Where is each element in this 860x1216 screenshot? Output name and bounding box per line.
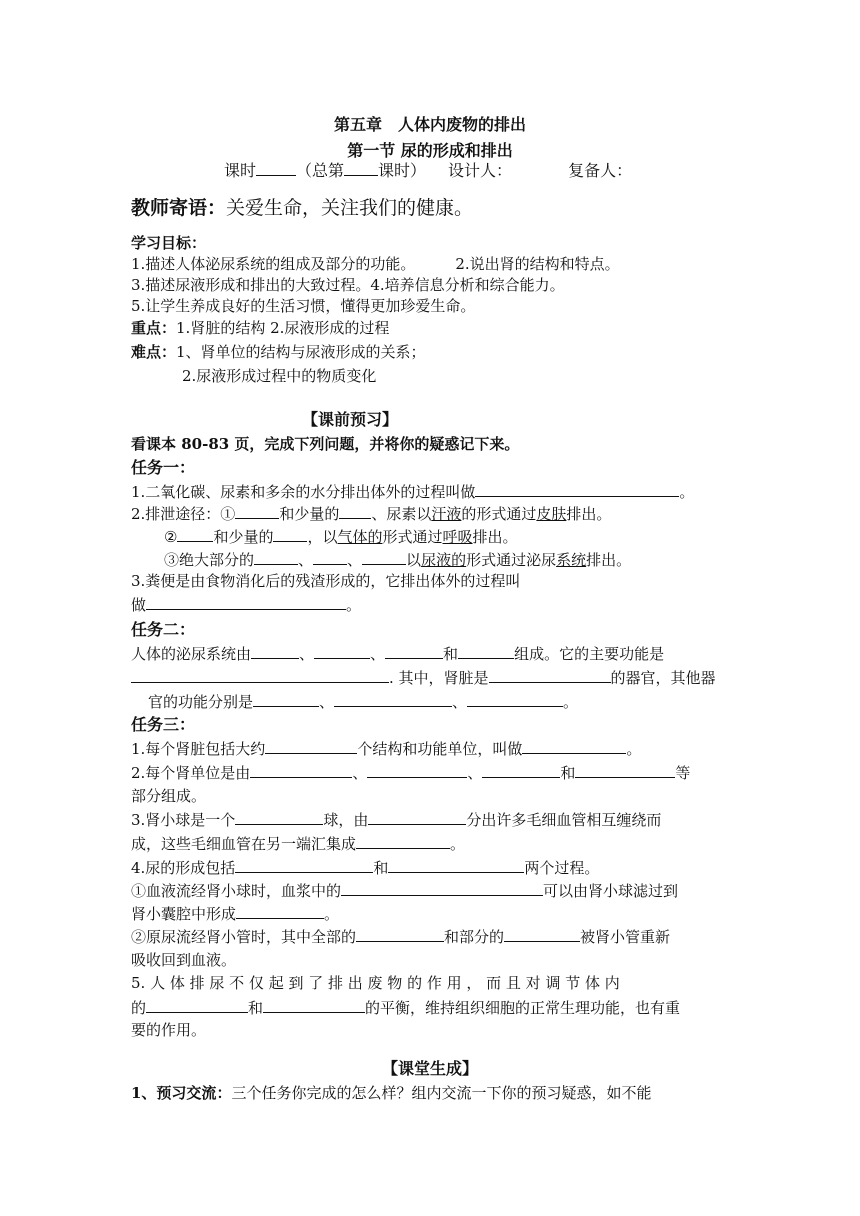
preview-instruction: 看课本 80-83 页，完成下列问题，并将你的疑惑记下来。 <box>131 435 520 453</box>
q-text: 成，这些毛细血管在另一端汇集成 <box>131 835 357 853</box>
q-text: 和 <box>248 999 264 1017</box>
blank[interactable] <box>146 997 248 1013</box>
task3-q5-end: 要的作用。 <box>131 1021 207 1039</box>
q-underlined: 气体的 <box>337 528 383 546</box>
task3-q5-cont <box>131 997 680 1018</box>
q-underlined: 尿液的 <box>421 551 467 569</box>
key-label: 重点： <box>131 319 177 337</box>
teacher-motto <box>131 195 473 221</box>
blank[interactable] <box>253 691 319 707</box>
blank[interactable] <box>263 997 365 1013</box>
q-text: ③绝大部分的 <box>164 551 255 569</box>
task1-q1 <box>131 481 694 502</box>
q-text: 可以由肾小球滤过到 <box>543 882 679 900</box>
blank[interactable] <box>482 762 560 778</box>
motto-label: 教师寄语： <box>131 197 227 219</box>
blank[interactable] <box>362 549 406 565</box>
q-text: 、 <box>467 764 483 782</box>
blank[interactable] <box>385 643 443 659</box>
goal-2: 2.说出肾的结构和特点。 <box>455 255 620 273</box>
q-text: ②原尿流经肾小管时，其中全部的 <box>131 928 357 946</box>
blank[interactable] <box>236 903 324 919</box>
blank[interactable] <box>131 667 389 683</box>
blank[interactable] <box>314 643 370 659</box>
blank[interactable] <box>146 594 346 610</box>
q-text: 的 <box>131 999 147 1017</box>
blank[interactable] <box>458 643 514 659</box>
diff-1: 1、肾单位的结构与尿液形成的关系； <box>176 343 426 361</box>
goal-1: 1.描述人体泌尿系统的组成及部分的功能。 <box>131 255 416 273</box>
blank[interactable] <box>177 526 213 542</box>
blank[interactable] <box>356 833 450 849</box>
key-text: 1.肾脏的结构 2.尿液形成的过程 <box>176 319 390 337</box>
blank[interactable] <box>467 691 563 707</box>
blank[interactable] <box>313 549 347 565</box>
blank[interactable] <box>251 643 299 659</box>
task1-q3: 3.粪便是由食物消化后的残渣形成的，它排出体外的过程叫 <box>131 572 521 590</box>
blank[interactable] <box>265 738 357 754</box>
q-text: 4.尿的形成包括 <box>131 859 236 877</box>
q-text: 1.二氧化碳、尿素和多余的水分排出体外的过程叫做 <box>131 483 476 501</box>
task3-title: 任务三： <box>131 715 196 734</box>
blank[interactable] <box>489 667 611 683</box>
blank[interactable] <box>575 762 675 778</box>
task3-q4-1-cont <box>131 903 339 924</box>
blank[interactable] <box>388 857 524 873</box>
q-text: 2.排泄途径：① <box>131 505 236 523</box>
task3-q4-1 <box>131 880 678 901</box>
q-text: 的平衡，维持组织细胞的正常生理功能，也有重 <box>365 999 681 1017</box>
blank[interactable] <box>334 691 452 707</box>
meta-keshi: 课时 <box>224 161 257 180</box>
item1-label: 1、预习交流： <box>131 1084 232 1102</box>
task2-title: 任务二： <box>131 620 196 639</box>
q-text: 。 <box>450 835 466 853</box>
q-text: 等 <box>675 764 691 782</box>
q-text: 、 <box>370 645 386 663</box>
q-text: 。 <box>563 693 579 711</box>
q-text: 球，由 <box>323 811 369 829</box>
q-text: 、 <box>452 693 468 711</box>
classroom-heading: 【课堂生成】 <box>382 1059 479 1078</box>
goals-heading: 学习目标： <box>131 234 207 252</box>
q-text: 形式通过 <box>382 528 443 546</box>
q-text: 的器官，其他器 <box>610 669 716 687</box>
task1-q2-2 <box>164 526 518 547</box>
blank[interactable] <box>235 857 373 873</box>
goal-row-3: 3.描述尿液形成和排出的大致过程。4.培养信息分析和综合能力。 <box>131 276 565 294</box>
task2-line2 <box>131 667 716 688</box>
q-text: 、尿素以 <box>371 505 432 523</box>
q-text: 。 <box>626 740 642 758</box>
task3-q5: 5. 人 体 排 尿 不 仅 起 到 了 排 出 废 物 的 作 用 ， 而 且 对 调 节 体 内 <box>131 974 620 992</box>
section-title: 第一节 尿的形成和排出 <box>347 141 513 160</box>
q-underlined: 皮肤 <box>536 505 567 523</box>
q-text: 、 <box>299 645 315 663</box>
q-text: 的形式通过 <box>461 505 537 523</box>
blank[interactable] <box>256 160 296 176</box>
task3-q4-2 <box>131 926 670 947</box>
q-text: 两个过程。 <box>524 859 600 877</box>
task2-line3 <box>148 691 578 712</box>
difficult-point-2: 2.尿液形成过程中的物质变化 <box>182 367 377 385</box>
task3-q2 <box>131 762 690 783</box>
q-text: 官的功能分别是 <box>148 693 254 711</box>
chapter-title: 第五章 人体内废物的排出 <box>333 115 526 134</box>
task1-q3-cont <box>131 594 361 615</box>
motto-text: 关爱生命，关注我们的健康。 <box>226 197 474 219</box>
q-underlined: 呼吸 <box>442 528 473 546</box>
task3-q4-2-cont: 吸收回到血液。 <box>131 951 237 969</box>
task1-title: 任务一： <box>131 458 196 477</box>
task3-q4 <box>131 857 599 878</box>
q-text: 。 <box>346 596 362 614</box>
blank[interactable] <box>254 549 298 565</box>
q-text: 和部分的 <box>444 928 505 946</box>
q-text: 和 <box>443 645 459 663</box>
blank[interactable] <box>344 160 378 176</box>
q-text: ①血液流经肾小球时，血浆中的 <box>131 882 342 900</box>
task3-q2-cont: 部分组成。 <box>131 787 207 805</box>
goal-row-5: 5.让学生养成良好的生活习惯，懂得更加珍爱生命。 <box>131 297 476 315</box>
classroom-item-1 <box>131 1083 651 1103</box>
q-text: 形式通过泌尿 <box>466 551 557 569</box>
lesson-meta <box>224 160 632 181</box>
blank[interactable] <box>504 926 580 942</box>
blank[interactable] <box>356 926 444 942</box>
meta-keshi-close: 课时） <box>378 161 427 180</box>
blank[interactable] <box>368 809 466 825</box>
q-text: 和 <box>560 764 576 782</box>
task3-q1 <box>131 738 641 759</box>
q-text: 组成。它的主要功能是 <box>514 645 665 663</box>
meta-reviewer: 复备人： <box>568 161 633 180</box>
preview-heading: 【课前预习】 <box>302 410 399 429</box>
blank[interactable] <box>475 481 679 497</box>
q-text: 和少量的 <box>279 505 340 523</box>
q-text: 1.每个肾脏包括大约 <box>131 740 266 758</box>
item1-text: 三个任务你完成的怎么样？组内交流一下你的预习疑惑，如不能 <box>231 1084 652 1102</box>
q-text: ② <box>164 528 178 546</box>
task1-q2 <box>131 503 611 524</box>
task2-line1 <box>131 643 664 664</box>
q-text: 人体的泌尿系统由 <box>131 645 252 663</box>
q-text: 、 <box>347 551 363 569</box>
blank[interactable] <box>522 738 626 754</box>
q-text: 个结构和功能单位，叫做 <box>357 740 523 758</box>
blank[interactable] <box>339 503 371 519</box>
q-underlined: 汗液 <box>431 505 462 523</box>
q-text: ，以 <box>307 528 338 546</box>
difficult-points <box>131 342 426 362</box>
q-text: 排出。 <box>472 528 518 546</box>
blank[interactable] <box>235 503 279 519</box>
q-text: . 其中，肾脏是 <box>389 669 489 687</box>
q-text: 、 <box>298 551 314 569</box>
meta-zong: （总第 <box>296 161 345 180</box>
task1-q2-3 <box>164 549 631 570</box>
q-text: 排出。 <box>566 505 612 523</box>
blank[interactable] <box>273 526 307 542</box>
q-text: 被肾小管重新 <box>580 928 671 946</box>
q-text: 和 <box>373 859 389 877</box>
q-underlined: 系统 <box>556 551 587 569</box>
q-text: 2.每个肾单位是由 <box>131 764 251 782</box>
q-text: 。 <box>324 905 340 923</box>
q-text: 肾小囊腔中形成 <box>131 905 237 923</box>
blank[interactable] <box>367 762 467 778</box>
q-text: 排出。 <box>586 551 632 569</box>
q-text: 分出许多毛细血管相互缠绕而 <box>466 811 662 829</box>
diff-label: 难点： <box>131 343 177 361</box>
q-text: 、 <box>352 764 368 782</box>
task3-q3 <box>131 809 661 830</box>
blank[interactable] <box>235 809 323 825</box>
key-points <box>131 318 389 338</box>
q-text: 3.肾小球是一个 <box>131 811 236 829</box>
task3-q3-cont <box>131 833 465 854</box>
blank[interactable] <box>250 762 352 778</box>
q-text: 。 <box>679 483 695 501</box>
goal-row-1 <box>131 254 620 274</box>
q-text: 以 <box>406 551 422 569</box>
meta-designer: 设计人： <box>448 161 513 180</box>
q-text: 和少量的 <box>213 528 274 546</box>
q-text: 做 <box>131 596 147 614</box>
blank[interactable] <box>341 880 543 896</box>
q-text: 、 <box>319 693 335 711</box>
